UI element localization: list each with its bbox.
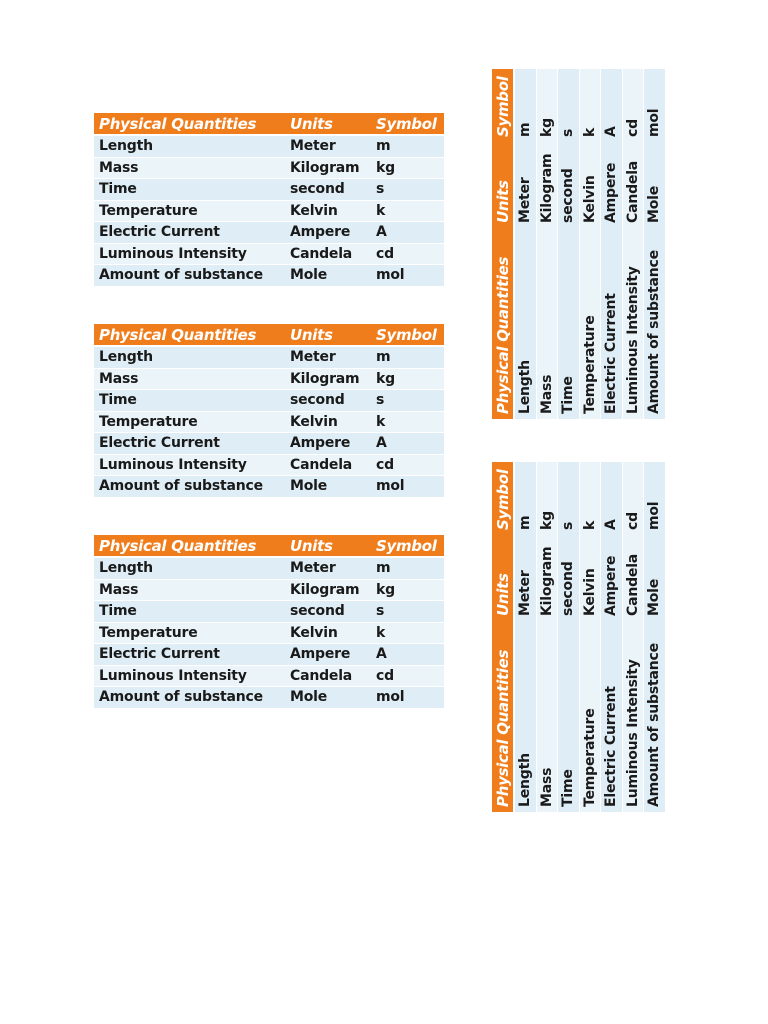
cell-quantity: Mass	[537, 621, 559, 812]
cell-unit: Mole	[644, 142, 666, 228]
table-row	[94, 347, 444, 369]
header-symbol: Symbol	[371, 113, 444, 136]
cell-quantity: Amount of substance	[94, 687, 285, 709]
cell-symbol: cd	[371, 666, 444, 688]
table-row	[515, 69, 537, 419]
cell-symbol: A	[601, 462, 623, 535]
cell-quantity: Electric Current	[94, 222, 285, 244]
header-units: Units	[285, 535, 371, 558]
cell-symbol: m	[371, 136, 444, 158]
table-row	[601, 69, 623, 419]
cell-quantity: Electric Current	[601, 621, 623, 812]
cell-unit: Kelvin	[285, 623, 371, 645]
table-row	[94, 476, 444, 498]
table-row	[94, 601, 444, 623]
cell-quantity: Temperature	[580, 228, 602, 419]
cell-symbol: s	[371, 601, 444, 623]
cell-unit: Candela	[623, 142, 645, 228]
cell-quantity: Temperature	[580, 621, 602, 812]
header-physical-quantities: Physical Quantities	[94, 324, 285, 347]
cell-quantity: Mass	[537, 228, 559, 419]
table-row	[94, 390, 444, 412]
quantities-table-2	[94, 324, 444, 498]
header-physical-quantities: Physical Quantities	[94, 535, 285, 558]
cell-symbol: s	[371, 390, 444, 412]
header-symbol: Symbol	[492, 69, 515, 142]
cell-unit: second	[285, 179, 371, 201]
cell-unit: Ampere	[601, 535, 623, 621]
cell-unit: Kilogram	[537, 142, 559, 228]
cell-quantity: Temperature	[94, 623, 285, 645]
header-units: Units	[492, 142, 515, 228]
cell-unit: Ampere	[285, 433, 371, 455]
cell-symbol: m	[515, 69, 537, 142]
cell-quantity: Electric Current	[94, 433, 285, 455]
cell-unit: Mole	[285, 687, 371, 709]
cell-quantity: Electric Current	[94, 644, 285, 666]
cell-quantity: Amount of substance	[94, 476, 285, 498]
cell-symbol: kg	[537, 69, 559, 142]
table-row	[94, 687, 444, 709]
table-row	[537, 69, 559, 419]
cell-unit: Ampere	[285, 644, 371, 666]
cell-quantity: Amount of substance	[94, 265, 285, 287]
cell-unit: Mole	[644, 535, 666, 621]
cell-quantity: Amount of substance	[644, 228, 666, 419]
header-units: Units	[285, 324, 371, 347]
cell-symbol: cd	[371, 455, 444, 477]
cell-quantity: Mass	[94, 580, 285, 602]
cell-symbol: cd	[371, 244, 444, 266]
cell-quantity: Luminous Intensity	[623, 228, 645, 419]
cell-quantity: Time	[94, 179, 285, 201]
cell-symbol: mol	[371, 476, 444, 498]
table-row	[623, 69, 645, 419]
table-row	[94, 580, 444, 602]
cell-unit: Ampere	[601, 142, 623, 228]
cell-symbol: A	[371, 222, 444, 244]
cell-symbol: cd	[623, 462, 645, 535]
cell-unit: Kilogram	[537, 535, 559, 621]
table-row	[580, 69, 602, 419]
cell-quantity: Length	[515, 228, 537, 419]
table-row	[515, 462, 537, 812]
table-header-row	[492, 462, 515, 812]
cell-quantity: Electric Current	[601, 228, 623, 419]
cell-quantity: Amount of substance	[644, 621, 666, 812]
cell-symbol: mol	[644, 462, 666, 535]
table-row	[94, 369, 444, 391]
cell-quantity: Mass	[94, 369, 285, 391]
cell-unit: Candela	[285, 455, 371, 477]
table-row	[94, 244, 444, 266]
table-row	[94, 222, 444, 244]
table-row	[537, 462, 559, 812]
cell-unit: second	[558, 142, 580, 228]
cell-unit: second	[285, 601, 371, 623]
table-row	[94, 412, 444, 434]
quantities-table-1	[94, 113, 444, 287]
table-header-row	[94, 113, 444, 136]
cell-unit: Meter	[285, 558, 371, 580]
table-header-row	[94, 535, 444, 558]
quantities-table-rotated-2	[492, 462, 666, 812]
table-row	[601, 462, 623, 812]
cell-unit: Kilogram	[285, 369, 371, 391]
cell-symbol: k	[371, 412, 444, 434]
table-row	[623, 462, 645, 812]
cell-quantity: Length	[94, 136, 285, 158]
cell-symbol: k	[371, 201, 444, 223]
table-row	[94, 158, 444, 180]
cell-quantity: Time	[558, 621, 580, 812]
cell-unit: Candela	[623, 535, 645, 621]
table-row	[94, 623, 444, 645]
table-row	[644, 69, 666, 419]
cell-symbol: mol	[644, 69, 666, 142]
cell-symbol: k	[580, 462, 602, 535]
cell-symbol: s	[371, 179, 444, 201]
table-row	[558, 462, 580, 812]
cell-quantity: Luminous Intensity	[94, 244, 285, 266]
header-units: Units	[492, 535, 515, 621]
cell-unit: Kelvin	[580, 535, 602, 621]
table-row	[558, 69, 580, 419]
cell-unit: Mole	[285, 265, 371, 287]
cell-quantity: Temperature	[94, 201, 285, 223]
cell-quantity: Time	[94, 601, 285, 623]
quantities-table-3	[94, 535, 444, 709]
cell-quantity: Time	[558, 228, 580, 419]
cell-quantity: Luminous Intensity	[623, 621, 645, 812]
cell-unit: Kelvin	[285, 201, 371, 223]
cell-unit: Candela	[285, 244, 371, 266]
cell-unit: Meter	[285, 136, 371, 158]
cell-unit: Kilogram	[285, 580, 371, 602]
header-physical-quantities: Physical Quantities	[94, 113, 285, 136]
table-row	[94, 666, 444, 688]
cell-symbol: m	[515, 462, 537, 535]
cell-quantity: Time	[94, 390, 285, 412]
cell-quantity: Length	[515, 621, 537, 812]
cell-symbol: kg	[371, 580, 444, 602]
table-header-row	[94, 324, 444, 347]
cell-unit: Kelvin	[285, 412, 371, 434]
cell-quantity: Length	[94, 558, 285, 580]
cell-symbol: m	[371, 558, 444, 580]
table-row	[94, 265, 444, 287]
cell-symbol: cd	[623, 69, 645, 142]
cell-symbol: s	[558, 462, 580, 535]
header-physical-quantities: Physical Quantities	[492, 228, 515, 419]
cell-symbol: s	[558, 69, 580, 142]
cell-unit: Mole	[285, 476, 371, 498]
cell-unit: Candela	[285, 666, 371, 688]
cell-quantity: Mass	[94, 158, 285, 180]
cell-unit: Ampere	[285, 222, 371, 244]
table-row	[94, 136, 444, 158]
cell-unit: second	[285, 390, 371, 412]
table-row	[94, 179, 444, 201]
cell-quantity: Temperature	[94, 412, 285, 434]
cell-unit: Kelvin	[580, 142, 602, 228]
table-row	[94, 558, 444, 580]
table-row	[94, 455, 444, 477]
table-row	[580, 462, 602, 812]
table-header-row	[492, 69, 515, 419]
cell-unit: second	[558, 535, 580, 621]
table-row	[94, 201, 444, 223]
cell-symbol: A	[371, 433, 444, 455]
header-physical-quantities: Physical Quantities	[492, 621, 515, 812]
cell-quantity: Luminous Intensity	[94, 666, 285, 688]
cell-unit: Meter	[515, 535, 537, 621]
table-row	[94, 433, 444, 455]
header-symbol: Symbol	[371, 535, 444, 558]
cell-unit: Meter	[285, 347, 371, 369]
cell-symbol: mol	[371, 265, 444, 287]
cell-symbol: A	[601, 69, 623, 142]
cell-unit: Kilogram	[285, 158, 371, 180]
cell-symbol: kg	[537, 462, 559, 535]
cell-symbol: mol	[371, 687, 444, 709]
header-symbol: Symbol	[371, 324, 444, 347]
table-row	[94, 644, 444, 666]
cell-symbol: k	[580, 69, 602, 142]
cell-symbol: k	[371, 623, 444, 645]
cell-quantity: Luminous Intensity	[94, 455, 285, 477]
cell-quantity: Length	[94, 347, 285, 369]
cell-symbol: kg	[371, 158, 444, 180]
header-symbol: Symbol	[492, 462, 515, 535]
table-row	[644, 462, 666, 812]
cell-symbol: kg	[371, 369, 444, 391]
header-units: Units	[285, 113, 371, 136]
cell-symbol: m	[371, 347, 444, 369]
cell-symbol: A	[371, 644, 444, 666]
cell-unit: Meter	[515, 142, 537, 228]
quantities-table-rotated-1	[492, 69, 666, 419]
